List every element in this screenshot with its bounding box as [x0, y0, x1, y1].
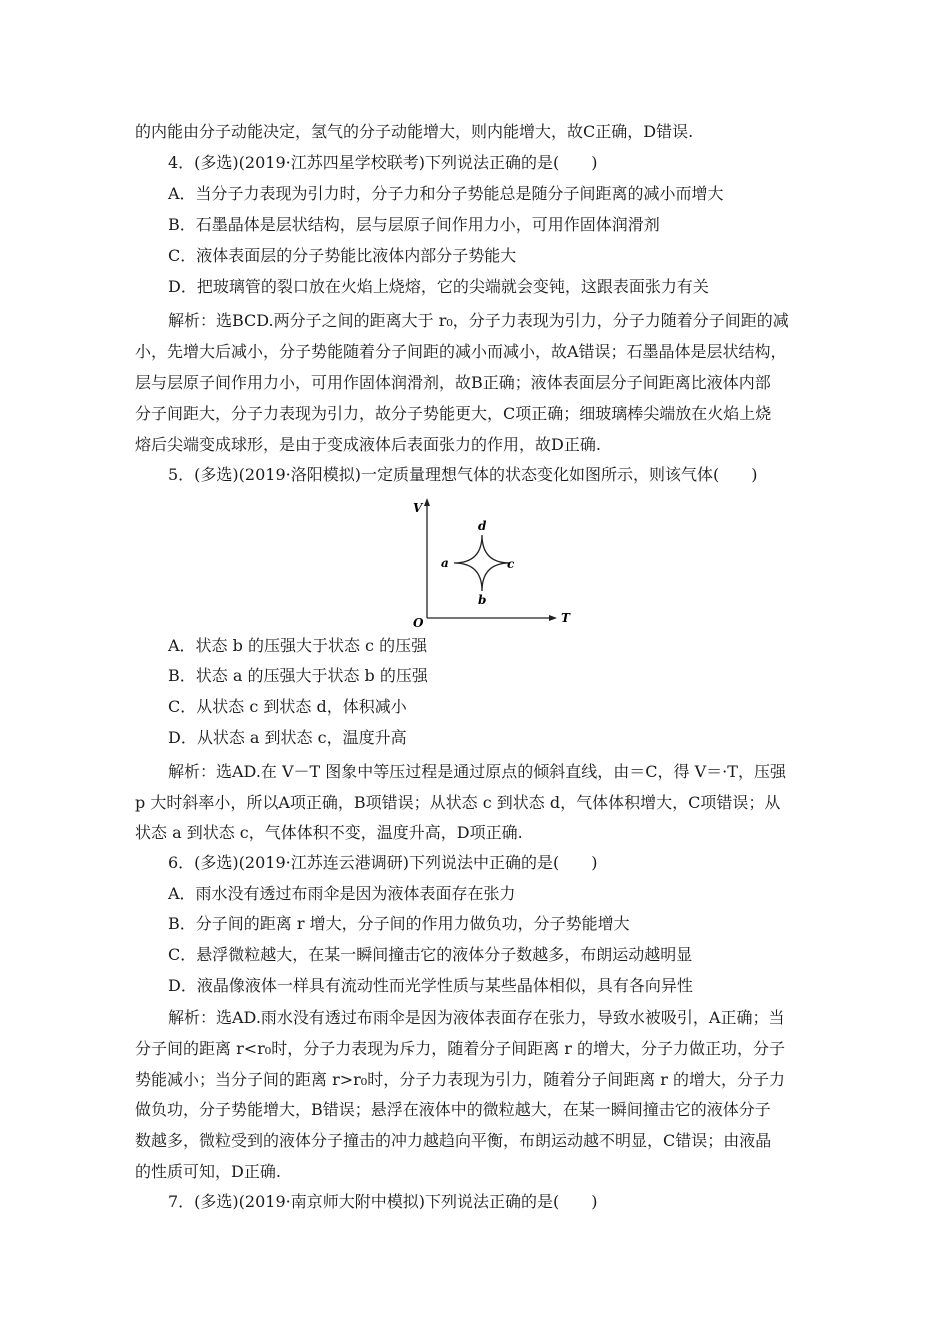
question-5-option-a: A．状态 b 的压强大于状态 c 的压强: [168, 636, 428, 655]
analysis-6-line: 分子间的距离 r<r₀时，分子力表现为斥力，随着分子间距离 r 的增大，分子力做正功，分子: [135, 1039, 786, 1058]
question-5-stem: 5．(多选)(2019·洛阳模拟)一定质量理想气体的状态变化如图所示，则该气体( ): [168, 465, 758, 484]
question-5-option-c: C．从状态 c 到状态 d，体积减小: [168, 697, 407, 716]
question-4-option-b: B．石墨晶体是层状结构，层与层原子间作用力小，可用作固体润滑剂: [168, 215, 660, 234]
analysis-6-line: 的性质可知，D正确.: [135, 1162, 281, 1181]
question-6-option-d: D．液晶像液体一样具有流动性而光学性质与某些晶体相似，具有各向异性: [168, 976, 693, 995]
analysis-4-line: 解析：选BCD.两分子之间的距离大于 r₀，分子力表现为引力，分子力随着分子间距的减: [168, 311, 789, 330]
state-label-a: a: [441, 556, 449, 570]
analysis-5-line: 状态 a 到状态 c，气体体积不变，温度升高，D项正确.: [135, 823, 523, 842]
question-5-option-d: D．从状态 a 到状态 c，温度升高: [168, 728, 407, 747]
analysis-5-line: 解析：选AD.在 V－T 图象中等压过程是通过原点的倾斜直线，由＝C，得 V＝·T，压强: [168, 762, 786, 781]
question-4-option-c: C．液体表面层的分子势能比液体内部分子势能大: [168, 246, 517, 265]
analysis-4-line: 小，先增大后减小，分子势能随着分子间距的减小而减小，故A错误；石墨晶体是层状结构，: [135, 342, 787, 361]
question-6-option-b: B．分子间的距离 r 增大，分子间的作用力做负功，分子势能增大: [168, 914, 630, 933]
question-4-option-a: A．当分子力表现为引力时，分子力和分子势能总是随分子间距离的减小而增大: [168, 184, 724, 203]
text-line: 的内能由分子动能决定，氢气的分子动能增大，则内能增大，故C正确，D错误.: [135, 122, 694, 141]
state-label-d: d: [478, 519, 487, 533]
analysis-5-line: p 大时斜率小，所以A项正确，B项错误；从状态 c 到状态 d，气体体积增大，C项错误；从: [135, 793, 781, 812]
analysis-6-line: 势能减小；当分子间的距离 r>r₀时，分子力表现为引力，随着分子间距离 r 的增大，分子力: [135, 1070, 786, 1089]
v-axis-arrow-icon: [424, 498, 430, 506]
origin-label: O: [413, 616, 424, 630]
state-cycle-curve: [454, 535, 510, 591]
question-5-option-b: B．状态 a 的压强大于状态 b 的压强: [168, 666, 428, 685]
question-7-stem: 7．(多选)(2019·南京师大附中模拟)下列说法正确的是( ): [168, 1192, 598, 1211]
analysis-4-line: 层与层原子间作用力小，可用作固体润滑剂，故B正确；液体表面层分子间距离比液体内部: [135, 373, 771, 392]
state-label-b: b: [478, 593, 487, 607]
analysis-6-line: 做负功，分子势能增大，B错误；悬浮在液体中的微粒越大，在某一瞬间撞击它的液体分子: [135, 1100, 771, 1119]
axis-label-t: T: [561, 611, 570, 625]
question-4-stem: 4．(多选)(2019·江苏四星学校联考)下列说法正确的是( ): [168, 153, 598, 172]
t-axis-arrow-icon: [549, 615, 557, 621]
question-6-option-c: C．悬浮微粒越大，在某一瞬间撞击它的液体分子数越多，布朗运动越明显: [168, 945, 693, 964]
v-t-diagram: [405, 490, 580, 635]
analysis-6-line: 解析：选AD.雨水没有透过布雨伞是因为液体表面存在张力，导致水被吸引，A正确；当: [168, 1008, 785, 1027]
state-label-c: c: [507, 557, 515, 571]
analysis-4-line: 熔后尖端变成球形，是由于变成液体后表面张力的作用，故D正确.: [135, 435, 601, 454]
question-4-option-d: D．把玻璃管的裂口放在火焰上烧熔，它的尖端就会变钝，这跟表面张力有关: [168, 277, 709, 296]
question-6-stem: 6．(多选)(2019·江苏连云港调研)下列说法中正确的是( ): [168, 853, 598, 872]
analysis-4-line: 分子间距大，分子力表现为引力，故分子势能更大，C项正确；细玻璃棒尖端放在火焰上烧: [135, 404, 772, 423]
analysis-6-line: 数越多，微粒受到的液体分子撞击的冲力越趋向平衡，布朗运动越不明显，C错误；由液晶: [135, 1131, 772, 1150]
question-6-option-a: A．雨水没有透过布雨伞是因为液体表面存在张力: [168, 884, 516, 903]
axis-label-v: V: [413, 501, 423, 515]
